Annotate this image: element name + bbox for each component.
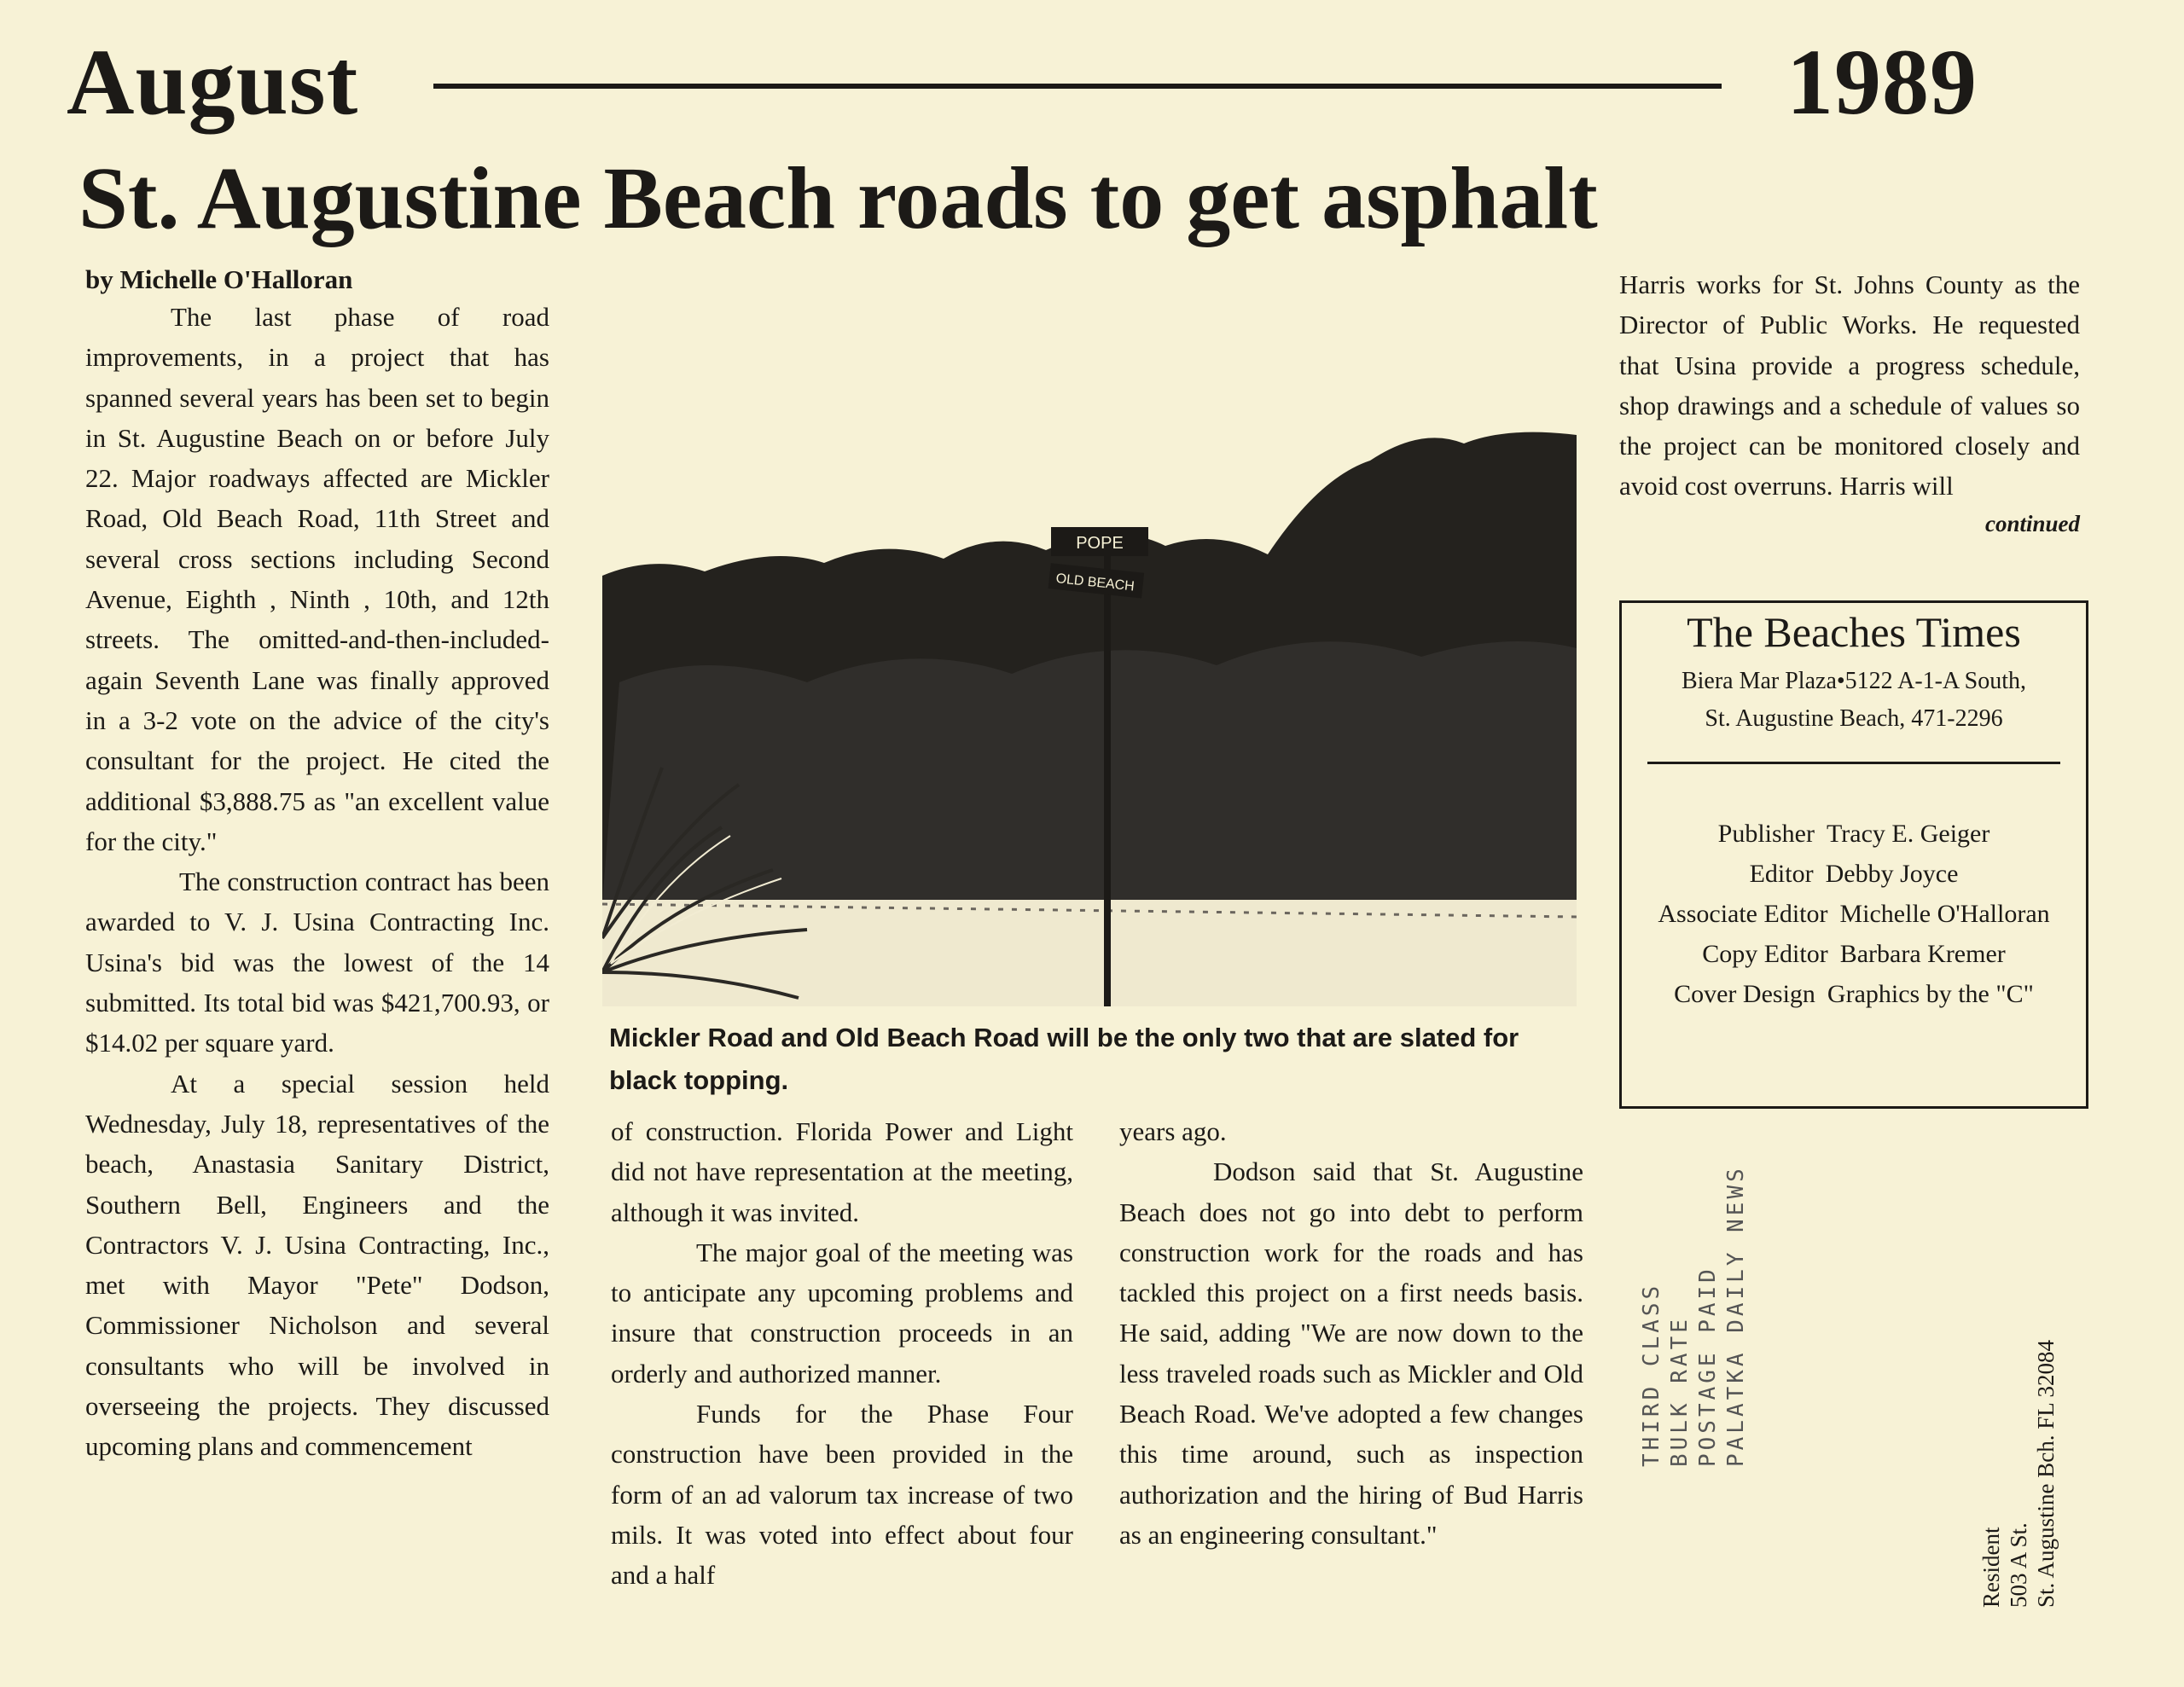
staff-name: Tracy E. Geiger [1827, 820, 1990, 848]
paragraph: of construction. Florida Power and Light did not have representation at the meeting, although it was invited. [611, 1116, 1073, 1227]
sign-bottom-text: OLD BEACH [1054, 571, 1136, 594]
address-line: 503 A St. [2006, 1522, 2031, 1608]
staff-name: Debby Joyce [1825, 860, 1959, 888]
mailing-address [1978, 1215, 2059, 1608]
staff-row-associate-editor [1622, 894, 2086, 934]
postal-line: POSTAGE PAID [1695, 1266, 1721, 1467]
masthead-title: The Beaches Times [1687, 608, 2021, 656]
byline: by Michelle O'Halloran [85, 264, 353, 294]
paragraph: Funds for the Phase Four construction have been provided in the form of an ad valorum tax increase of two mils. It was voted into effect about four and a half [611, 1399, 1073, 1591]
article-headline: St. Augustine Beach roads to get asphalt [78, 149, 1598, 247]
address-line: St. Augustine Bch. FL 32084 [2033, 1339, 2059, 1608]
paragraph: The construction contract has been awarded to V. J. Usina Contracting Inc. Usina's bid was the lowest of the 14 submitted. Its total bid was $421,700.93, or $14.02 per square yard. [85, 867, 549, 1058]
paragraph: The last phase of road improvements, in a project that has spanned several years has been set to begin in St. Augustine Beach on or before July 22. Major roadways affected are Mickler Road, Old Beach Road, 11th Street and several cross sections including Second Avenue, Eighth , Ninth , 10th, and 12th streets. The omitted-and-then-included-again Seventh Lane was finally approved in a 3-2 vote on the advice of the city's consultant for the project. He cited the additional $3,888.75 as "an excellent value for the city." [85, 302, 549, 856]
staff-row-publisher [1622, 814, 2086, 854]
paragraph: The major goal of the meeting was to anticipate any upcoming problems and insure that construction proceeds in an orderly and authorized manner. [611, 1237, 1073, 1388]
paragraph: Harris works for St. Johns County as the Director of Public Works. He requested that Usina provide a progress schedule, shop drawings and a schedule of values so the project can be monitored closely and avoid cost overruns. Harris will [1619, 270, 2080, 501]
sign-top-text: POPE [1076, 534, 1124, 553]
postal-indicia [1638, 1100, 1751, 1467]
staff-role: Publisher [1717, 820, 1815, 848]
staff-name: Michelle O'Halloran [1839, 900, 2050, 928]
masthead-address-1: Biera Mar Plaza•5122 A-1-A South, [1681, 668, 2027, 694]
address-line: Resident [1978, 1527, 2004, 1608]
staff-role: Cover Design [1674, 980, 1815, 1008]
article-column-4 [1619, 264, 2080, 541]
staff-name: Graphics by the "C" [1827, 980, 2034, 1008]
paragraph: years ago. [1119, 1116, 1227, 1146]
staff-row-editor [1622, 854, 2086, 894]
road-sign-photo [602, 426, 1577, 1006]
article-column-3 [1119, 1111, 1583, 1555]
article-column-1 [85, 263, 549, 1467]
dateline-month: August [67, 30, 359, 134]
staff-row-cover-design [1622, 974, 2086, 1014]
paragraph: Dodson said that St. Augustine Beach does not go into debt to perform construction work for the roads and has tackled this project on a first needs basis. He said, adding "We are now down to the less traveled roads such as Mickler and Old Beach Road. We've adopted a few changes this time around, such as inspection authorization and the hiring of Bud Harris as an engineering consultant." [1119, 1157, 1583, 1550]
staff-role: Associate Editor [1658, 900, 1828, 928]
masthead-box [1619, 600, 2088, 1109]
postal-line: PALATKA DAILY NEWS [1723, 1165, 1749, 1467]
staff-row-copy-editor [1622, 934, 2086, 974]
postal-line: BULK RATE [1667, 1316, 1693, 1467]
continued-label: continued [1984, 510, 2080, 536]
dateline-rule [433, 84, 1722, 89]
dateline-year: 1989 [1786, 30, 1978, 134]
masthead-rule [1647, 762, 2060, 764]
article-column-2 [611, 1111, 1073, 1596]
photo-caption: Mickler Road and Old Beach Road will be the only two that are slated for black topping. [609, 1023, 1519, 1095]
dateline [67, 31, 1978, 133]
staff-name: Barbara Kremer [1839, 940, 2006, 968]
postal-line: THIRD CLASS [1639, 1282, 1664, 1467]
staff-role: Editor [1749, 860, 1814, 888]
staff-role: Copy Editor [1702, 940, 1828, 968]
paragraph: At a special session held Wednesday, July 18, representatives of the beach, Anastasia Sanitary District, Southern Bell, Engineers and the Contractors V. J. Usina Contracting, Inc., met with Mayor "Pete" Dodson, Commissioner Nicholson and several consultants who will be involved in overseeing the projects. They discussed upcoming plans and commencement [85, 1068, 549, 1462]
masthead-address-2: St. Augustine Beach, 471-2296 [1705, 705, 2003, 732]
